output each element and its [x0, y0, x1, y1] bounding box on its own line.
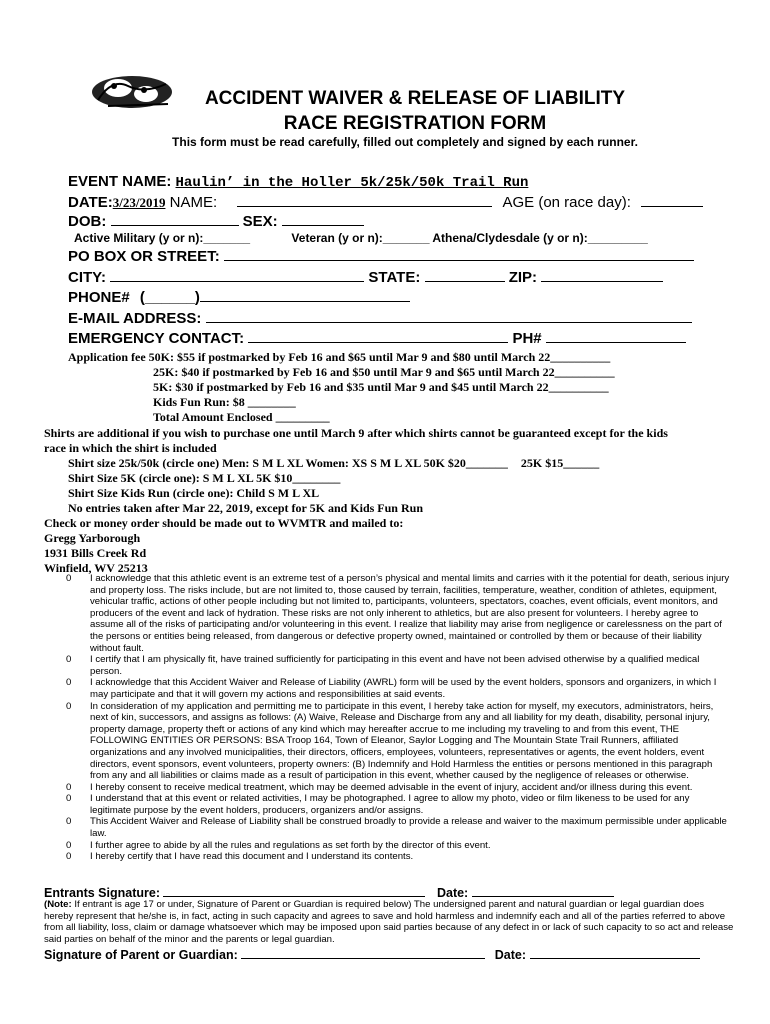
waiver-bullet: 0	[66, 851, 72, 863]
dob-field[interactable]	[111, 213, 239, 226]
po-box-label: PO BOX OR STREET:	[68, 248, 220, 265]
fee-total: Total Amount Enclosed _________	[153, 410, 330, 424]
phone-area-code-field[interactable]: (______)	[139, 289, 200, 306]
event-name-row	[68, 173, 528, 191]
state-field[interactable]	[425, 269, 505, 282]
note-text: If entrant is age 17 or under, Signature of Parent or Guardian is required below) The undersigned parent and natural guardian or legal guardian does hereby represent that he/she is, in fact, acting in such capacity and agrees to save and hold harmless and indemnify each and all of the parties referred to above from all liability, loss, claim or damage whatsoever which may be imposed upon said parties because of any defect in or lack of such capacity to so act and release said parties on behalf of the minor and the parents or legal guardian.	[44, 899, 734, 945]
shirt-size-25k-50k	[68, 456, 599, 471]
military-field[interactable]: Active Military (y or n):_______	[74, 231, 251, 245]
shirt-size-kids: Shirt Size Kids Run (circle one): Child S M L XL	[68, 486, 320, 500]
waiver-item-text: I acknowledge that this Accident Waiver and Release of Liability (AWRL) form will be used by the event holders, sponsors and organizers, in which I may participate and that it will govern my actions and responsibilities at said events.	[90, 677, 717, 700]
waiver-item	[66, 573, 732, 654]
shirt-size-25k-50k-text: Shirt size 25k/50k (circle one) Men: S M L XL Women: XS S M L XL 50K $20_______	[68, 456, 508, 470]
form-title: ACCIDENT WAIVER & RELEASE OF LIABILITY	[204, 88, 626, 109]
mail-street: 1931 Bills Creek Rd	[44, 546, 147, 560]
check-note: Check or money order should be made out to WVMTR and mailed to:	[44, 516, 404, 530]
waiver-item-text: This Accident Waiver and Release of Liability shall be construed broadly to provide a release and waiver to the maximum permissible under applicable law.	[90, 816, 727, 840]
city-state-zip-row	[68, 269, 663, 286]
shirt-25k-price: 25K $15______	[520, 456, 600, 470]
date-value: 3/23/2019	[112, 195, 166, 210]
veteran-field[interactable]: Veteran (y or n):_______	[291, 231, 430, 245]
waiver-item	[66, 840, 732, 852]
waiver-bullet: 0	[66, 793, 72, 805]
no-entries-note: No entries taken after Mar 22, 2019, except for 5K and Kids Fun Run	[68, 501, 423, 515]
waiver-item	[66, 816, 732, 839]
waiver-item	[66, 654, 732, 677]
mail-city: Winfield, WV 25213	[44, 561, 148, 575]
status-row	[74, 231, 648, 245]
city-label: CITY:	[68, 269, 107, 286]
fee-50k: Application fee 50K: $55 if postmarked by Feb 16 and $65 until Mar 9 and $80 until March 22__________	[68, 350, 611, 364]
waiver-item	[66, 851, 732, 863]
entrant-signature-label: Entrants Signature:	[44, 886, 160, 900]
entrant-date-label: Date:	[436, 886, 469, 900]
waiver-item-text: In consideration of my application and permitting me to participate in this event, I hereby take action for myself, my executors, administrators, heirs, next of kin, successors, and assigns as follows: (A) Waive, Release and Discharge from any and all liability for my death, disability, personal injury, property damage, property theft or actions of any kind which may hereafter accrue to me including my traveling to and from this event, THE FOLLOWING ENTITIES OR PERSONS: BSA Troop 164, Town of Eleanor, Saylor Logging and The Mountain State Trail Runners, affiliated organizations and any involved municipalities, their directors, officers, employees, volunteers, representatives or agents, the event holders, event directors, event sponsors, event volunteers, property owners: (B) Indemnify and Hold Harmless the entities or persons mentioned in this paragraph from any and all liabilities or claims made as a result of participation in this event, whether caused by the negligence of releases or otherwise.	[90, 700, 714, 782]
guardian-note	[44, 899, 734, 945]
name-label: NAME:	[169, 194, 218, 211]
waiver-item	[66, 677, 732, 700]
waiver-item-text: I hereby certify that I have read this document and I understand its contents.	[90, 851, 414, 863]
waiver-list	[66, 573, 732, 863]
parent-signature-field[interactable]	[241, 946, 485, 959]
fee-25k: 25K: $40 if postmarked by Feb 16 and $50 until Mar 9 and $65 until March 22__________	[153, 365, 615, 379]
phone-row	[68, 289, 410, 306]
phone-label: PHONE#	[68, 289, 130, 306]
waiver-bullet: 0	[66, 781, 72, 793]
name-field[interactable]	[237, 194, 492, 207]
fee-kids: Kids Fun Run: $8 ________	[153, 395, 296, 409]
parent-date-field[interactable]	[530, 946, 700, 959]
age-label: AGE (on race day):	[502, 194, 631, 211]
waiver-item-text: I further agree to abide by all the rules and regulations as set forth by the director of this event.	[90, 839, 491, 851]
emergency-field[interactable]	[248, 330, 508, 343]
dob-label: DOB:	[68, 213, 107, 230]
emergency-label: EMERGENCY CONTACT:	[68, 330, 245, 347]
waiver-item-text: I hereby consent to receive medical treatment, which may be deemed advisable in the event of injury, accident and/or illness during this event.	[90, 781, 693, 793]
state-label: STATE:	[368, 269, 421, 286]
event-name-label: EVENT NAME:	[68, 173, 172, 190]
note-bold: (Note:	[44, 899, 72, 910]
waiver-item-text: I certify that I am physically fit, have trained sufficiently for participating in this event and have not been advised otherwise by a qualified medical person.	[90, 654, 700, 677]
entrant-signature-row	[44, 884, 614, 900]
waiver-item	[66, 782, 732, 794]
fee-5k: 5K: $30 if postmarked by Feb 16 and $35 until Mar 9 and $45 until March 22__________	[153, 380, 609, 394]
shirt-size-5k: Shirt Size 5K (circle one): S M L XL 5K $10________	[68, 471, 341, 485]
ph-label: PH#	[512, 330, 542, 347]
zip-label: ZIP:	[508, 269, 538, 286]
parent-date-label: Date:	[494, 948, 527, 962]
emergency-row	[68, 330, 686, 347]
phone-field[interactable]	[200, 289, 410, 302]
waiver-bullet: 0	[66, 816, 72, 828]
parent-signature-label: Signature of Parent or Guardian:	[44, 948, 238, 962]
sex-field[interactable]	[282, 213, 364, 226]
po-box-row	[68, 248, 694, 265]
date-name-age-row	[68, 194, 703, 211]
city-field[interactable]	[110, 269, 364, 282]
zip-field[interactable]	[541, 269, 663, 282]
sex-label: SEX:	[242, 213, 278, 230]
entrant-signature-field[interactable]	[163, 884, 425, 897]
po-box-field[interactable]	[224, 248, 694, 261]
age-field[interactable]	[641, 194, 703, 207]
emergency-phone-field[interactable]	[546, 330, 686, 343]
waiver-item	[66, 701, 732, 782]
mail-name: Gregg Yarborough	[44, 531, 141, 545]
parent-signature-row	[44, 946, 700, 962]
date-label: DATE:	[68, 194, 113, 211]
email-field[interactable]	[206, 310, 692, 323]
waiver-bullet: 0	[66, 839, 72, 851]
waiver-bullet: 0	[66, 700, 72, 712]
shirts-note-2: race in which the shirt is included	[44, 441, 217, 455]
waiver-bullet: 0	[66, 654, 72, 666]
email-label: E-MAIL ADDRESS:	[68, 310, 202, 327]
waiver-item-text: I understand that at this event or related activities, I may be photographed. I agree to allow my photo, video or film likeness to be used for any legitimate purpose by the event holders, producers, organizers and/or assigns.	[90, 793, 690, 816]
waiver-bullet: 0	[66, 573, 72, 584]
form-instructions: This form must be read carefully, filled out completely and signed by each runner.	[172, 135, 638, 149]
dob-sex-row	[68, 213, 364, 230]
form-subtitle-title: RACE REGISTRATION FORM	[283, 113, 547, 134]
waiver-item-text: I acknowledge that this athletic event is an extreme test of a person’s physical and mental limits and carries with it the potential for death, serious injury and property loss. The risks include, but are not limited to, those caused by terrain, facilities, temperature, weather, condition of athletes, equipment, vehicular traffic, actions of other people including but not limited to, participants, volunteers, spectators, coaches, event officials, event monitors, and producers of the event and lack of hydration. These risks are not only inherent to athletics, but are also present for volunteers. I hereby agree to assume all of the risks of participating and/or volunteering in this event. I realize that liability may arise from negligence or carelessness on the part of the persons or entities being released, from dangerous or defective property owned, maintained or controlled by them or because of their liability without fault.	[90, 573, 730, 654]
waiver-bullet: 0	[66, 677, 72, 689]
shirts-note-1: Shirts are additional if you wish to purchase one until March 9 after which shirts cannot be guaranteed except for the kids	[44, 426, 668, 440]
email-row	[68, 310, 692, 327]
athena-field[interactable]: Athena/Clydesdale (y or n):_________	[432, 231, 648, 245]
entrant-date-field[interactable]	[472, 884, 614, 897]
event-name-value: Haulin’ in the Holler 5k/25k/50k Trail Run	[175, 175, 529, 191]
waiver-item	[66, 793, 732, 816]
